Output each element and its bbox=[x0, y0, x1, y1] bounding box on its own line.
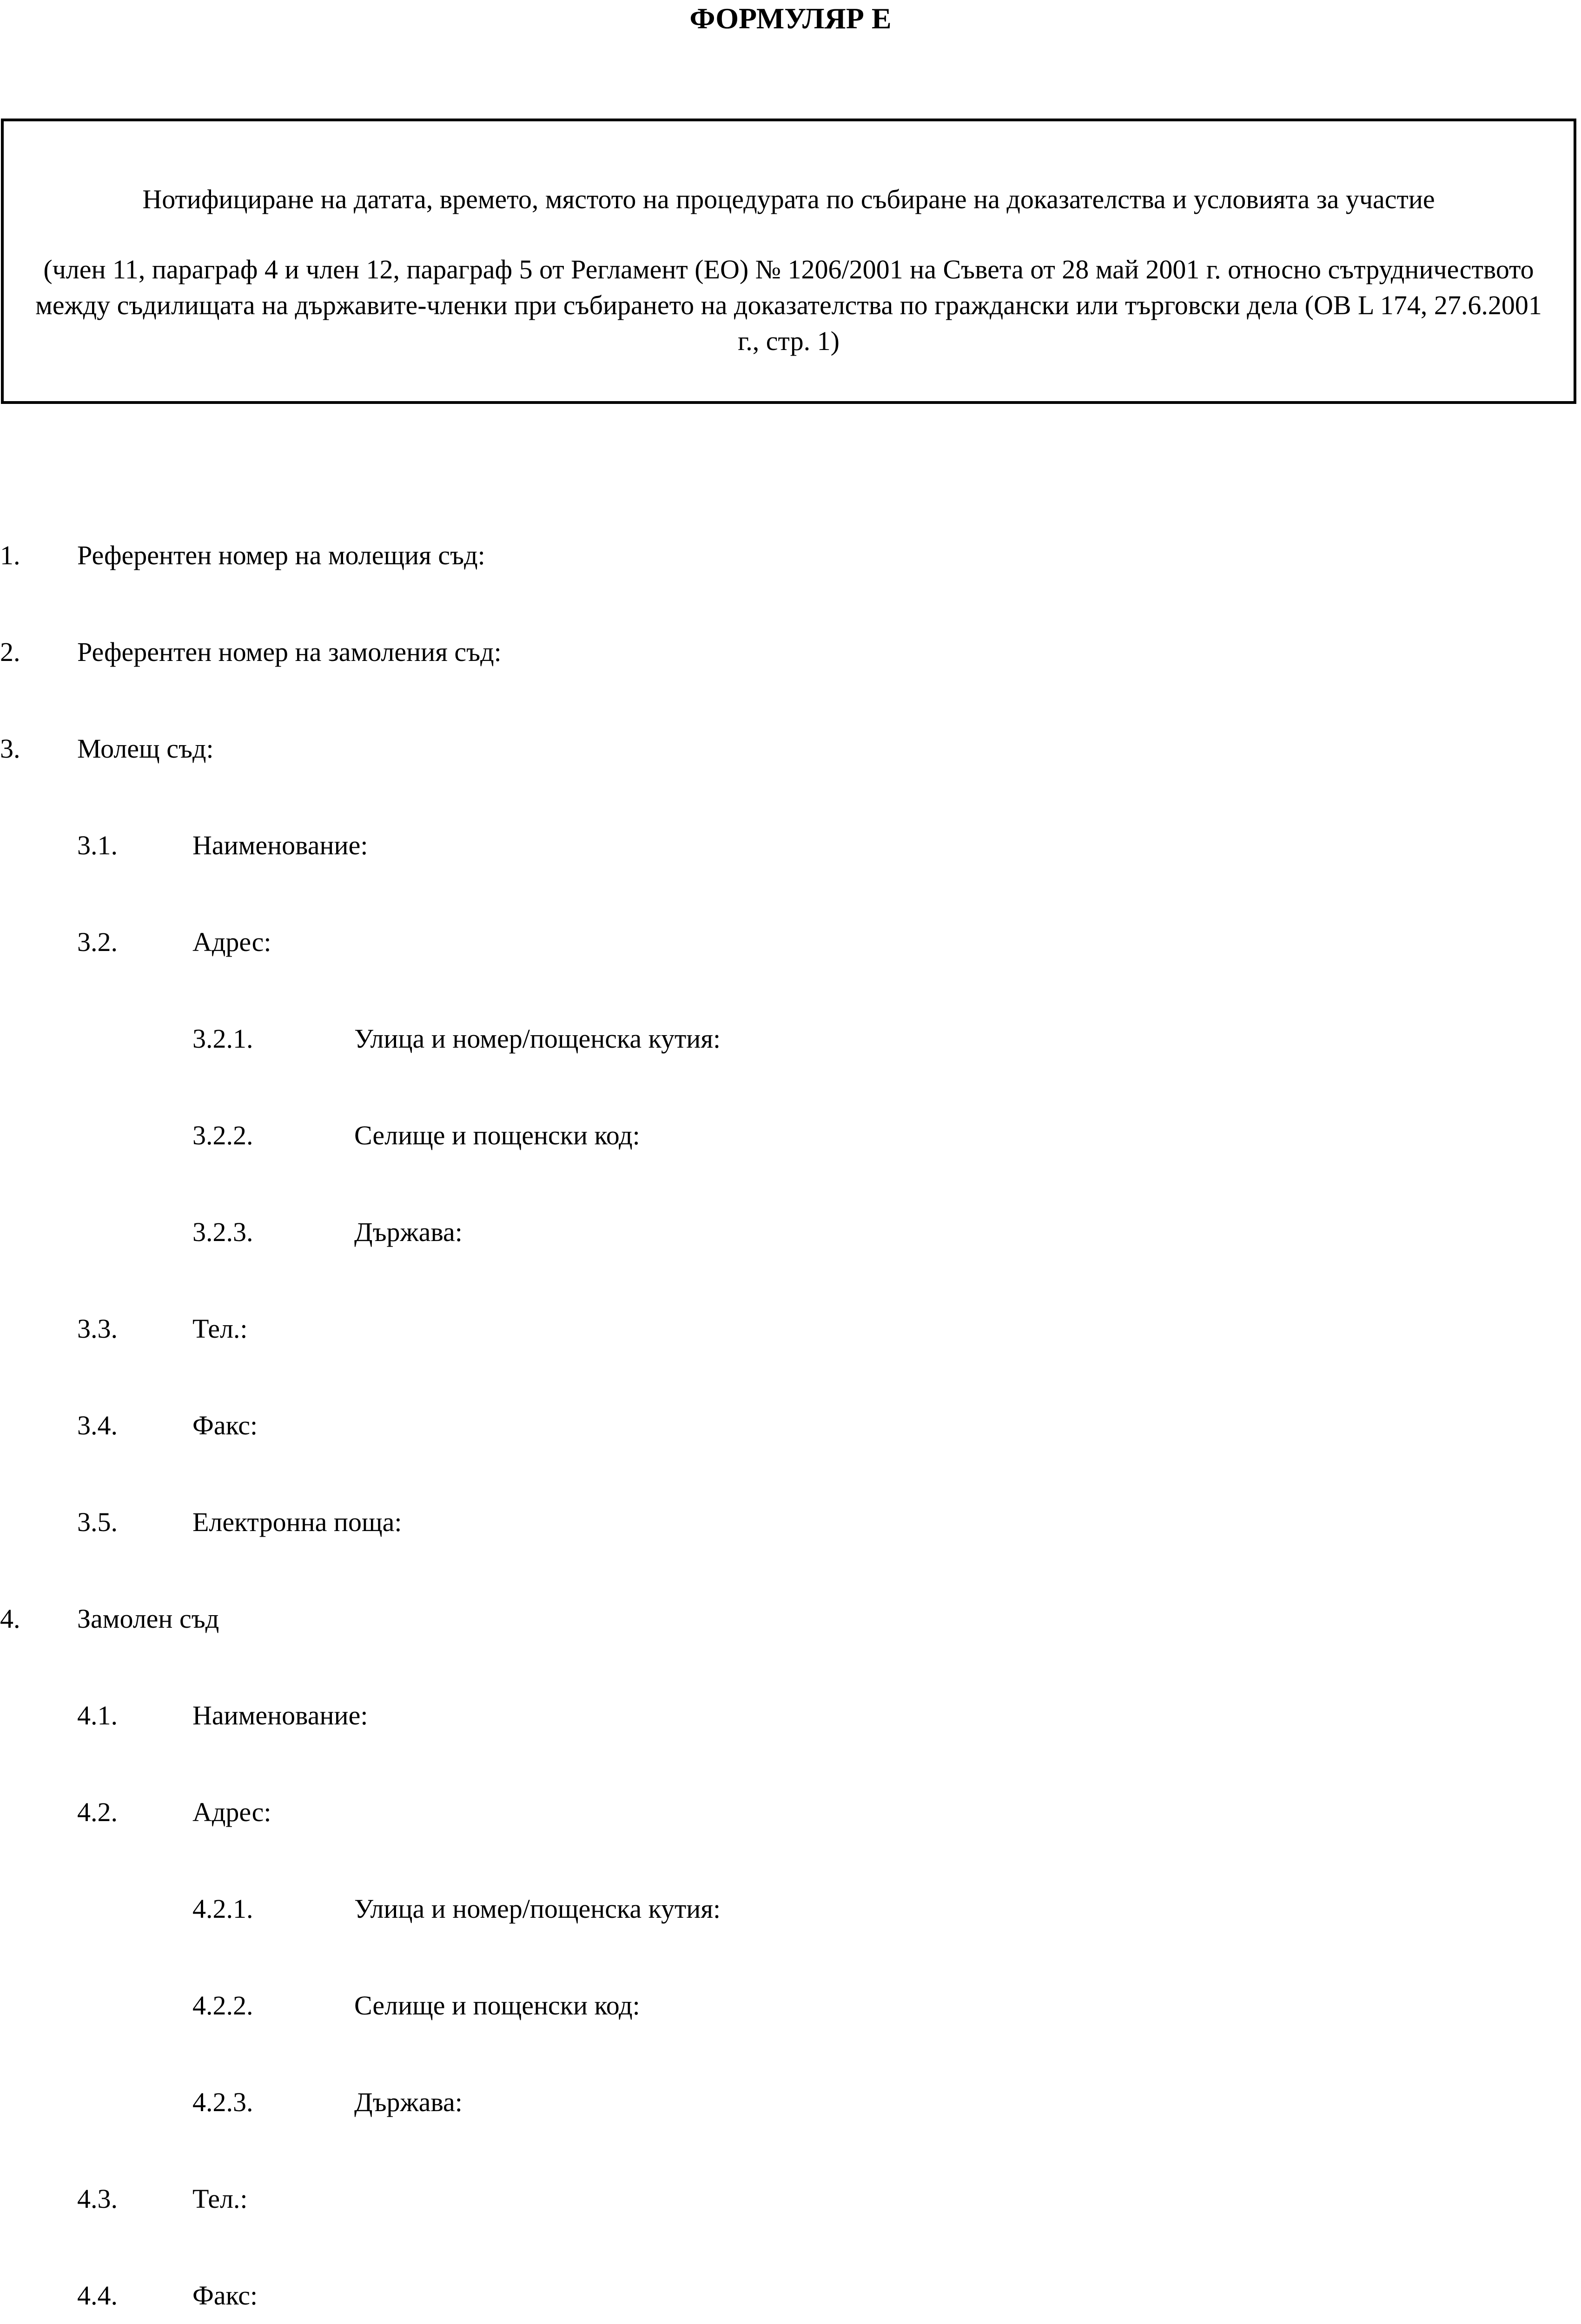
item-number: 2. bbox=[0, 637, 20, 667]
form-title: ФОРМУЛЯР Е bbox=[689, 2, 892, 35]
item-number: 4. bbox=[0, 1604, 20, 1634]
item-label: Селище и пощенски код: bbox=[354, 1120, 640, 1150]
item-label: Държава: bbox=[354, 1217, 463, 1247]
item-label: Улица и номер/пощенска кутия: bbox=[354, 1023, 721, 1054]
form-item-4-4 bbox=[0, 2279, 1581, 2312]
item-number: 3.2.3. bbox=[192, 1217, 253, 1247]
item-label: Улица и номер/пощенска кутия: bbox=[354, 1894, 721, 1924]
item-label: Наименование: bbox=[192, 830, 368, 860]
item-number: 3.3. bbox=[77, 1314, 118, 1344]
form-item-3-4 bbox=[0, 1409, 1581, 1442]
form-item-4-2-1 bbox=[0, 1893, 1581, 1925]
form-item-1 bbox=[0, 539, 1581, 572]
form-item-3 bbox=[0, 733, 1581, 765]
item-label: Електронна поща: bbox=[192, 1507, 402, 1537]
form-item-3-5 bbox=[0, 1506, 1581, 1538]
item-number: 4.4. bbox=[77, 2280, 118, 2311]
item-label: Наименование: bbox=[192, 1700, 368, 1730]
item-label: Тел.: bbox=[192, 2184, 248, 2214]
item-number: 3. bbox=[0, 733, 20, 764]
item-number: 4.2.2. bbox=[192, 1990, 253, 2020]
item-number: 4.2. bbox=[77, 1797, 118, 1827]
item-label: Селище и пощенски код: bbox=[354, 1990, 640, 2020]
item-label: Молещ съд: bbox=[77, 733, 214, 764]
item-label: Държава: bbox=[354, 2087, 463, 2117]
item-number: 3.5. bbox=[77, 1507, 118, 1537]
item-number: 3.1. bbox=[77, 830, 118, 860]
item-number: 3.2.2. bbox=[192, 1120, 253, 1150]
item-label: Референтен номер на замоления съд: bbox=[77, 637, 502, 667]
item-number: 4.2.1. bbox=[192, 1894, 253, 1924]
form-item-4-3 bbox=[0, 2183, 1581, 2215]
form-item-4 bbox=[0, 1603, 1581, 1635]
item-label: Адрес: bbox=[192, 1797, 271, 1827]
form-item-3-2-3 bbox=[0, 1216, 1581, 1248]
item-label: Факс: bbox=[192, 2280, 258, 2311]
form-item-2 bbox=[0, 636, 1581, 668]
form-item-3-1 bbox=[0, 829, 1581, 862]
item-label: Адрес: bbox=[192, 927, 271, 957]
item-number: 4.1. bbox=[77, 1700, 118, 1730]
form-item-4-2 bbox=[0, 1796, 1581, 1829]
item-label: Факс: bbox=[192, 1410, 258, 1440]
form-item-3-2-2 bbox=[0, 1119, 1581, 1152]
header-box-legal-reference: (член 11, параграф 4 и член 12, параграф 5 от Регламент (ЕО) № 1206/2001 на Съвета от 28 май 2001 г. относно сътрудничеството между съдилищата на държавите-членки при събирането на доказателства по граждански или търговски дела (ОВ L 174, 27.6.2001 г., стр. 1) bbox=[35, 254, 1542, 356]
form-item-4-1 bbox=[0, 1699, 1581, 1732]
form-item-3-2 bbox=[0, 926, 1581, 958]
item-number: 3.2.1. bbox=[192, 1023, 253, 1054]
item-label: Замолен съд bbox=[77, 1604, 219, 1634]
header-box bbox=[1, 119, 1576, 404]
form-item-3-3 bbox=[0, 1313, 1581, 1345]
item-label: Референтен номер на молещия съд: bbox=[77, 540, 485, 570]
form-item-4-2-2 bbox=[0, 1989, 1581, 2022]
item-number: 3.4. bbox=[77, 1410, 118, 1440]
form-item-4-2-3 bbox=[0, 2086, 1581, 2119]
item-number: 4.2.3. bbox=[192, 2087, 253, 2117]
header-box-subject: Нотифициране на датата, времето, мястото на процедурата по събиране на доказателства и условията за участие bbox=[142, 184, 1435, 214]
form-item-3-2-1 bbox=[0, 1023, 1581, 1055]
item-number: 3.2. bbox=[77, 927, 118, 957]
item-number: 1. bbox=[0, 540, 20, 570]
item-number: 4.3. bbox=[77, 2184, 118, 2214]
item-label: Тел.: bbox=[192, 1314, 248, 1344]
